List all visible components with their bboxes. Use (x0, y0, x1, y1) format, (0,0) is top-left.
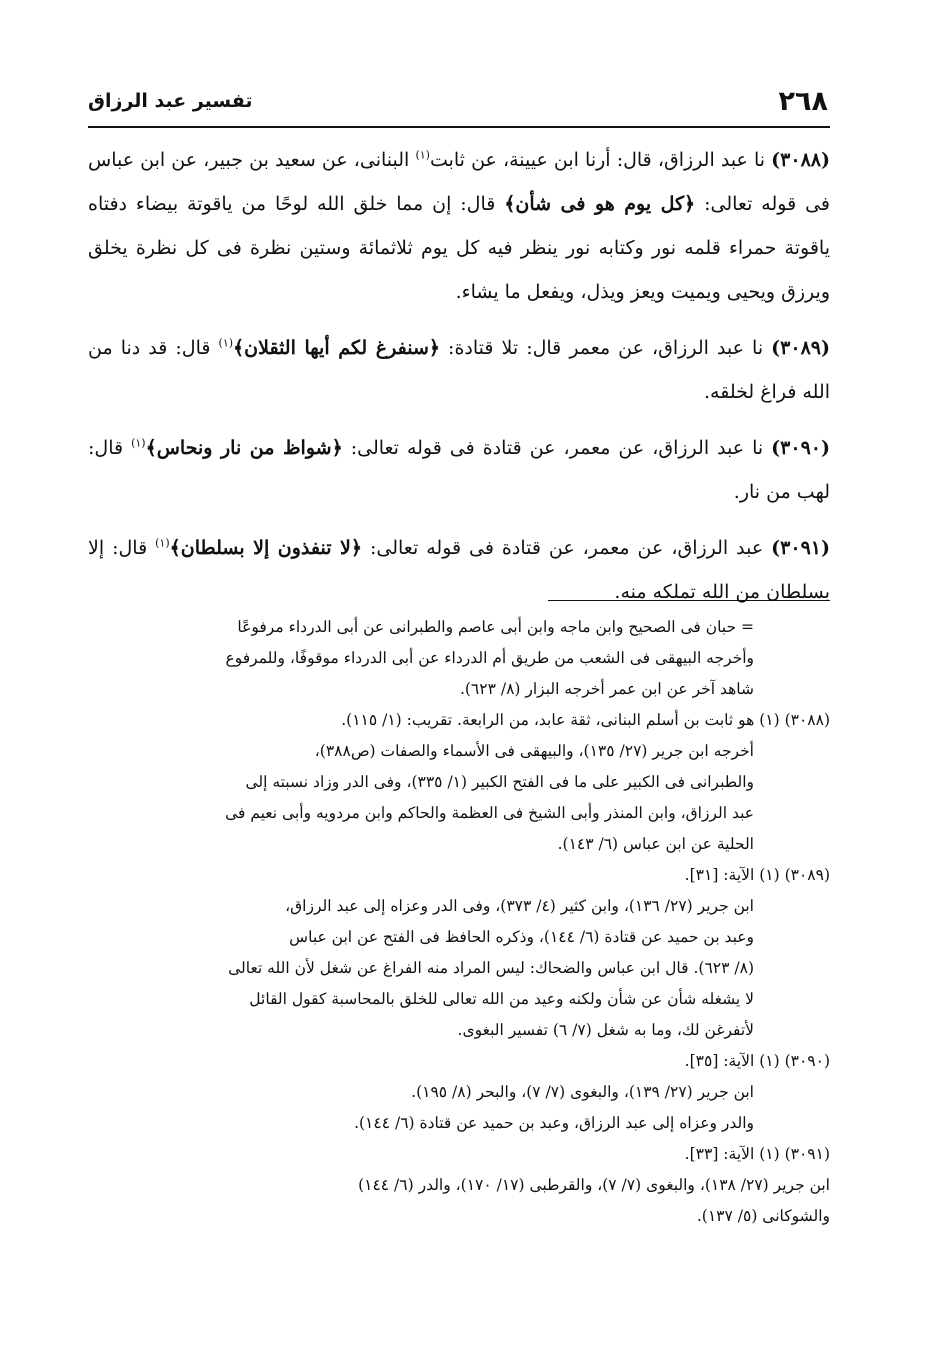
footnote-marker: (١) (218, 336, 234, 350)
narration-number: (٣٠٨٨) (771, 149, 830, 171)
narration-number: (٣٠٩٠) (771, 437, 830, 459)
footnote-line: والشوكانى (٥/ ١٣٧). (696, 1207, 830, 1225)
paragraph-text: نا عبد الرزاق، عن معمر قال: تلا قتادة: (440, 337, 772, 359)
footnote-line: ابن جرير (٢٧/ ١٣٦)، وابن كثير (٤/ ٣٧٣)، وفى الدر وعزاه إلى عبد الرزاق، (285, 897, 754, 915)
quran-verse: ﴿شواظ من نار ونحاس﴾ (145, 437, 343, 459)
footnote-3090 (88, 1077, 830, 1139)
paragraph-3088 (88, 138, 830, 314)
footnote-line: عبد الرزاق، وابن المنذر وأبى الشيخ فى العظمة والحاكم وابن مردويه وأبى نعيم فى (225, 804, 754, 822)
page-header (88, 86, 828, 122)
page-number: ٢٦٨ (778, 86, 828, 117)
paragraph-text: قال: لهب من نار. (88, 437, 830, 503)
footnotes (88, 612, 830, 1232)
paragraph-text: البنانى، عن سعيد بن جبير، عن ابن عباس فى قوله تعالى: (88, 149, 830, 215)
footnote-marker: (١) (415, 148, 430, 162)
narration-number: (٣٠٨٩) (771, 337, 830, 359)
footnote-continuation (88, 612, 830, 705)
footnote-separator (548, 600, 830, 601)
main-text (88, 138, 830, 626)
footnote-line: وأخرجه البيهقى فى الشعب من طريق أم الدرداء عن أبى الدرداء موقوفًا، وللمرفوع (225, 649, 754, 667)
footnote-line: والدر وعزاه إلى عبد الرزاق، وعبد بن حميد عن قتادة (٦/ ١٤٤). (354, 1114, 754, 1132)
paragraph-text: قال: قد دنا من الله فراغ لخلقه. (88, 337, 830, 403)
footnote-line: وعبد بن حميد عن قتادة (٦/ ١٤٤)، وذكره الحافظ فى الفتح عن ابن عباس (289, 928, 754, 946)
paragraph-3089 (88, 326, 830, 414)
footnote-line: شاهد آخر عن ابن عمر أخرجه البزار (٨/ ٦٢٣). (459, 680, 754, 698)
footnote-3090-head: (٣٠٩٠) (١) الآية: [٣٥]. (684, 1052, 830, 1070)
quran-verse: ﴿كل يوم هو فى شأن﴾ (504, 193, 696, 215)
paragraph-text: قال: إلا بسلطان من الله تملكه منه. (88, 537, 830, 603)
quran-verse: ﴿سنفرغ لكم أيها الثقلان﴾ (233, 337, 440, 359)
paragraph-text: عبد الرزاق، عن معمر، عن قتادة فى قوله تعالى: (362, 537, 772, 559)
footnote-line: لا يشغله شأن عن شأن ولكنه وعيد من الله تعالى للخلق بالمحاسبة كقول القائل (249, 990, 754, 1008)
footnote-3088-head: (٣٠٨٨) (١) هو ثابت بن أسلم البنانى، ثقة عابد، من الرابعة. تقريب: (١/ ١١٥). (341, 711, 830, 729)
footnote-3091-head: (٣٠٩١) (١) الآية: [٣٣]. (684, 1145, 830, 1163)
footnote-line: (٨/ ٦٢٣). قال ابن عباس والضحاك: ليس المراد منه الفراغ عن شغل لأن الله تعالى (228, 959, 754, 977)
quran-verse: ﴿لا تنفذون إلا بسلطان﴾ (169, 537, 363, 559)
footnote-line: أخرجه ابن جرير (٢٧/ ١٣٥)، والبيهقى فى الأسماء والصفات (ص٣٨٨)، (314, 742, 754, 760)
footnote-marker: (١) (155, 536, 170, 550)
running-title: تفسير عبد الرزاق (88, 90, 253, 112)
footnote-line: ابن جرير (٢٧/ ١٣٨)، والبغوى (٧/ ٧)، والقرطبى (١٧/ ١٧٠)، والدر (٦/ ١٤٤) (358, 1176, 830, 1194)
header-rule (88, 126, 830, 128)
footnote-3089-head: (٣٠٨٩) (١) الآية: [٣١]. (684, 866, 830, 884)
narration-number: (٣٠٩١) (771, 537, 830, 559)
paragraph-text: نا عبد الرزاق، عن معمر، عن قتادة فى قوله تعالى: (342, 437, 772, 459)
footnote-3088 (88, 736, 830, 860)
footnote-marker: (١) (131, 436, 146, 450)
footnote-3091 (88, 1170, 830, 1232)
footnote-3089 (88, 891, 830, 1046)
paragraph-text: قال: إن مما خلق الله لوحًا من ياقوتة بيضاء دفتاه ياقوتة حمراء قلمه نور وكتابه نور ينظر فيه كل يوم ثلاثمائة وستين نظرة فى كل نظرة يخلق ويرزق ويحيى ويميت ويعز ويذل، ويفعل ما يشاء. (88, 193, 830, 303)
footnote-line: لأتفرغن لك، وما به شغل (٧/ ٦) تفسير البغوى. (457, 1021, 754, 1039)
paragraph-3090 (88, 426, 830, 514)
footnote-line: ابن جرير (٢٧/ ١٣٩)، والبغوى (٧/ ٧)، والبحر (٨/ ١٩٥). (411, 1083, 754, 1101)
footnote-line: والطبرانى فى الكبير على ما فى الفتح الكبير (١/ ٣٣٥)، وفى الدر وزاد نسبته إلى (245, 773, 754, 791)
footnote-line: الحلية عن ابن عباس (٦/ ١٤٣). (557, 835, 754, 853)
paragraph-text: نا عبد الرزاق، قال: أرنا ابن عيينة، عن ثابت (429, 149, 772, 171)
footnote-line: = حبان فى الصحيح وابن ماجه وابن أبى عاصم والطبرانى عن أبى الدرداء مرفوعًا (237, 618, 754, 636)
